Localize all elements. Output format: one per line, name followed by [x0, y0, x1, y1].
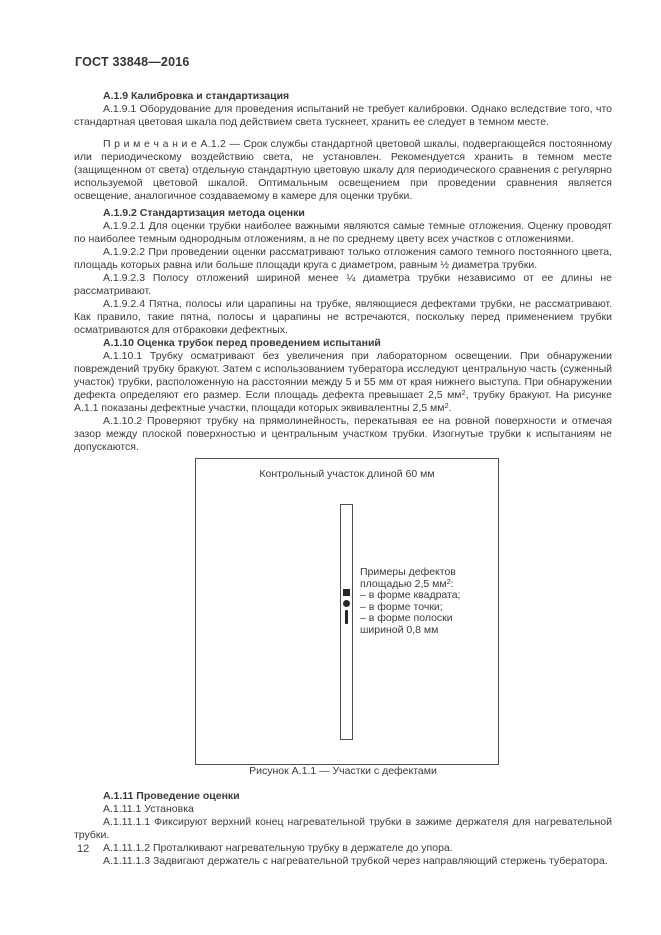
legend-line-2-colon: :: [450, 577, 454, 590]
legend-item-dot: – в форме точки;: [360, 600, 443, 613]
paragraph-a1101-text-1: А.1.10.1 Трубку осматривают без увеличения при лабораторном освещении. При обнаружении повреждений трубку бракуют. Затем с использованием тубератора исследуют центральную часть (суженный участок) трубки, расположенную на расстоянии между 5 и 55 мм от края нижнего выступа. При обнаружении дефекта определяют его размер. Если площадь дефекта превышает 2,5 мм: [74, 350, 612, 401]
figure-caption: Рисунок А.1.1 — Участки с дефектами: [249, 765, 437, 777]
legend-item-stripe-line1: – в форме полоски: [360, 612, 453, 624]
paragraph-a1924: А.1.9.2.4 Пятна, полосы или царапины на трубке, являющиеся дефектами трубки, не рассматривают. Как правило, такие пятна, полосы и царапины не встречаются, поскольку перед применением трубки осматриваются для отбраковки дефектных.: [74, 298, 612, 336]
paragraph-a1102: А.1.10.2 Проверяют трубку на прямолинейность, перекатывая ее на ровной поверхности и отмечая зазор между плоской поверхностью и центральным участком трубки. Изогнутые трубки к испытаниям не допускаются.: [74, 415, 612, 453]
section-heading-a192: А.1.9.2 Стандартизация метода оценки: [103, 207, 305, 219]
dot-defect-icon: [343, 600, 350, 607]
paragraph-a1922: А.1.9.2.2 При проведении оценки рассматривают только отложения самого темного постоянного цвета, площадь которых равна или больше площади круга с диаметром, равным ½ диаметра трубки.: [74, 246, 612, 271]
paragraph-a1101: [74, 350, 612, 415]
section-heading-a111: А.1.11 Проведение оценки: [103, 790, 240, 802]
square-defect-icon: [343, 589, 350, 596]
figure-legend: [360, 567, 495, 636]
legend-line-2-text: площадью 2,5 мм: [360, 577, 447, 590]
document-body: [74, 90, 612, 868]
tube-drawing: [340, 504, 353, 740]
paragraph-a1921: А.1.9.2.1 Для оценки трубки наиболее важными являются самые темные отложения. Оценку проводят по наиболее темным однородным отложениям, а не по среднему цвету всех участков с отложениями.: [74, 220, 612, 245]
superscript-2: 2: [444, 401, 449, 410]
paragraph-a1101-text-2: , трубку бракуют. На рисунке А.1.1 показаны дефектные участки, площади которых эквивалентны 2,5 мм: [74, 389, 612, 414]
section-heading-a110: А.1.10 Оценка трубок перед проведением испытаний: [103, 337, 381, 349]
section-a111: [74, 790, 612, 868]
note-paragraph: [74, 138, 612, 203]
note-text: Срок службы стандартной цветовой шкалы, подвергающейся постоянному или периодическому воздействию света, не установлен. Рекомендуется хранить в темном месте (защищенном от света) отдельную стандартную цветовую шкалу для периодического сравнения с регулярно используемой цветовой шкалой. Оптимальным освещением при проведении сравнения является освещение, аналогичное создаваемому в камере для оценки трубки.: [74, 138, 612, 202]
legend-item-stripe-line2: шириной 0,8 мм: [360, 623, 439, 636]
paragraph-a1101-text-3: .: [448, 402, 452, 414]
legend-item-square: – в форме квадрата;: [360, 589, 461, 601]
superscript-2: 2: [446, 576, 451, 586]
paragraph-a1111: А.1.11.1 Установка: [103, 803, 194, 815]
superscript-2: 2: [461, 388, 466, 397]
paragraph-a11111: А.1.11.1.1 Фиксируют верхний конец нагревательной трубки в зажиме держателя для нагревательной трубки.: [74, 816, 612, 841]
document-header: ГОСТ 33848—2016: [75, 55, 190, 69]
paragraph-a191: А.1.9.1 Оборудование для проведения испытаний не требует калибровки. Однако вследствие того, что стандартная цветовая шкала под действием света тускнеет, хранить ее следует в темном месте.: [74, 103, 612, 128]
paragraph-a11113: А.1.11.1.3 Задвигают держатель с нагревательной трубкой через направляющий стержень тубератора.: [103, 855, 608, 867]
paragraph-a1923: А.1.9.2.3 Полосу отложений шириной менее ¼ диаметра трубки независимо от ее длины не рассматривают.: [74, 272, 612, 297]
section-heading-a19: А.1.9 Калибровка и стандартизация: [103, 90, 290, 102]
legend-line-1: Примеры дефектов: [360, 566, 456, 578]
figure-title: Контрольный участок длиной 60 мм: [259, 468, 435, 480]
page-number: 12: [77, 843, 90, 855]
note-label: П р и м е ч а н и е А.1.2 —: [103, 138, 241, 150]
stripe-defect-icon: [345, 610, 348, 624]
figure-defect-areas: [195, 458, 499, 765]
paragraph-a11112: А.1.11.1.2 Проталкивают нагревательную трубку в держателе до упора.: [103, 842, 453, 854]
